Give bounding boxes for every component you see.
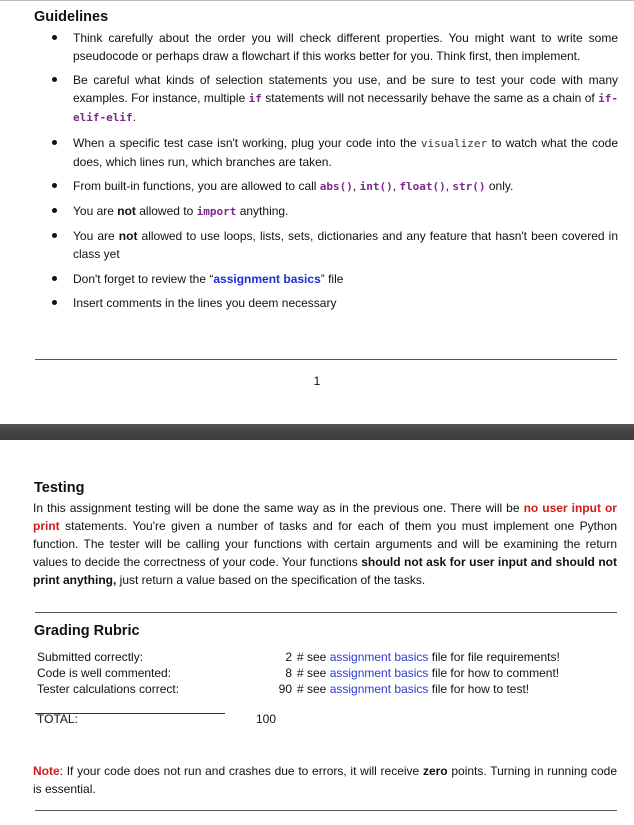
guidelines-list: [52, 29, 618, 318]
list-item: Insert comments in the lines you deem necessary: [52, 294, 618, 312]
list-item: You are not allowed to import anything.: [52, 202, 618, 221]
list-item: Be careful what kinds of selection statements you use, and be sure to test your code with many examples. For instance, multiple if statements will not necessarily behave the same as a chain of if-elif-elif.: [52, 71, 618, 127]
note-paragraph: Note: If your code does not run and crashes due to errors, it will receive zero points. Turning in running code is essential.: [33, 764, 617, 796]
list-item: When a specific test case isn't working, plug your code into the visualizer to watch what the code does, which lines run, which branches are taken.: [52, 134, 618, 171]
assignment-basics-link[interactable]: assignment basics: [329, 666, 429, 680]
code-func: int(): [359, 179, 393, 193]
list-item: Think carefully about the order you will check different properties. You might want to write some pseudocode or perhaps draw a flowchart if this works better for you. Think first, then implement.: [52, 29, 618, 65]
assignment-basics-link[interactable]: assignment basics: [213, 271, 321, 286]
code-visualizer: visualizer: [420, 136, 488, 150]
document-page-2: Testing In this assignment testing will be done the same way as in the previous one. There will be no user input or print statements. You're given a number of tasks and for each of them you must implement one Python function. The tester will be calling your functions with certain arguments and will be examining the return values to decide the correctness of your code. Your functions should not ask for user input and should not print anything, just return a value based on the specification of the tasks. Grading Rubric Submitted correctly: 2 # see assignment basics file for file requirements! Code is well commented: 8 # see assignment basics file for how to comment! Tester calculations correct: 90 # see assignment basics file for how to test! TOTAL: 100 Note: If your code does not run and crashes due to errors, it will receive zero points. Turning in running code is essential.: [0, 440, 634, 825]
total-label: TOTAL:: [37, 712, 78, 726]
divider: [35, 810, 617, 811]
testing-heading: Testing: [34, 480, 85, 496]
divider: [35, 612, 617, 613]
bullet-icon: [52, 77, 57, 82]
note-label: Note: [33, 764, 60, 778]
page-number: 1: [313, 374, 321, 388]
code-if: if: [248, 92, 262, 106]
no-input-warning: no user input or print: [33, 501, 617, 533]
page-separator: [0, 424, 634, 440]
testing-paragraph: In this assignment testing will be done the same way as in the previous one. There will be no user input or print statements. You're given a number of tasks and for each of them you must implement one Python function. The tester will be calling your functions with certain arguments and will be examining the return values to decide the correctness of your code. Your functions should not ask for user input and should not print anything, just return a value based on the specification of the tasks.: [33, 501, 617, 587]
list-item: You are not allowed to use loops, lists, sets, dictionaries and any feature that hasn't been covered in class yet: [52, 227, 618, 263]
bullet-icon: [52, 183, 57, 188]
code-if-elif: if-elif-elif: [73, 92, 619, 125]
guidelines-heading: Guidelines: [34, 9, 109, 25]
code-func: float(): [399, 179, 446, 193]
grading-rubric-heading: Grading Rubric: [34, 623, 140, 639]
bullet-icon: [52, 208, 57, 213]
list-item: From built-in functions, you are allowed to call abs(), int(), float(), str() only.: [52, 177, 618, 196]
divider: [35, 359, 617, 360]
code-func: abs(): [319, 179, 353, 193]
bullet-icon: [52, 233, 57, 238]
bullet-icon: [52, 300, 57, 305]
bullet-icon: [52, 140, 57, 145]
total-value: 100: [256, 712, 277, 726]
code-func: str(): [452, 179, 486, 193]
assignment-basics-link[interactable]: assignment basics: [329, 650, 429, 664]
bullet-icon: [52, 276, 57, 281]
code-import: import: [196, 205, 237, 219]
bullet-icon: [52, 35, 57, 40]
assignment-basics-link[interactable]: assignment basics: [329, 682, 429, 696]
list-item: Don't forget to review the “assignment basics” file: [52, 270, 618, 288]
